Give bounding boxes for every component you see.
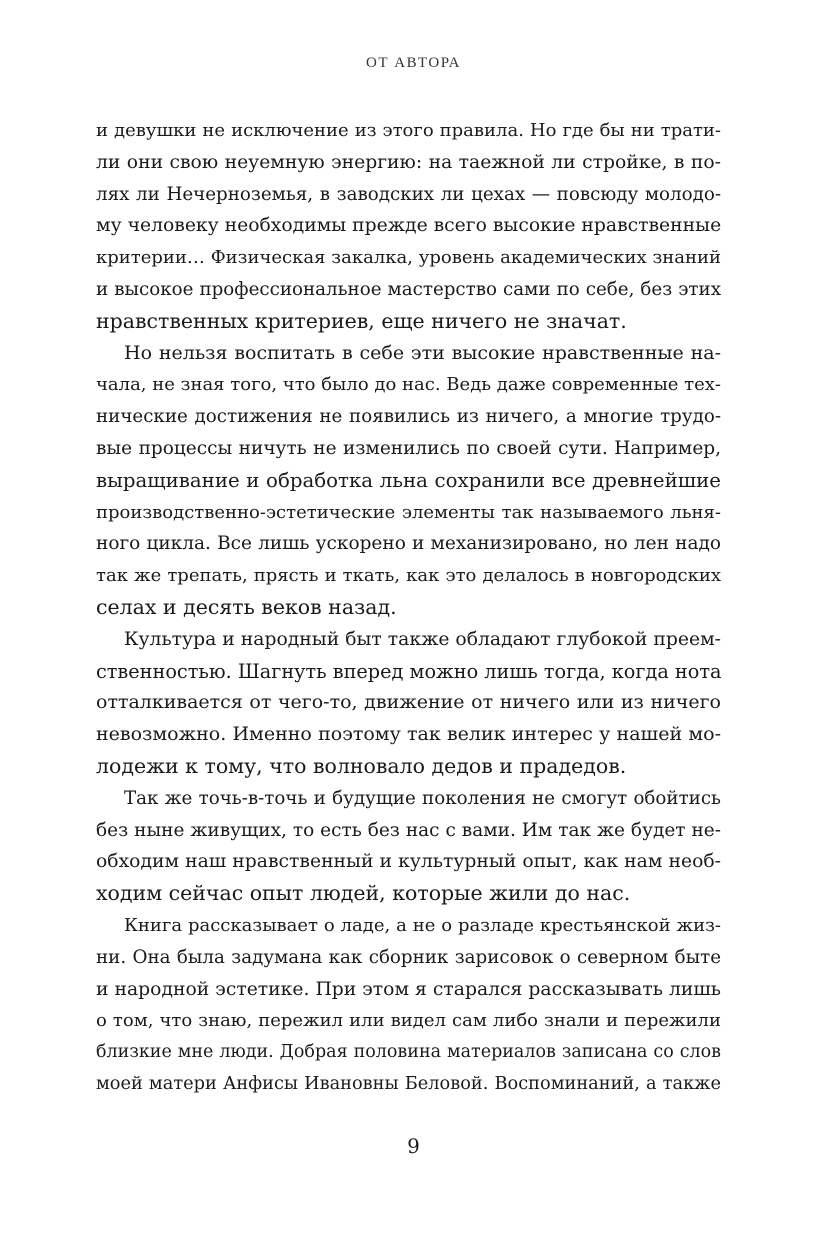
text-line: Но нельзя воспитать в себе эти высокие нравственные на- [124,341,721,364]
text-line: критерии… Физическая закалка, уровень академических знаний [96,247,721,269]
text-line: вые процессы ничуть не изменились по своей сути. Например, [96,437,721,459]
text-line: отталкивается от чего-то, движение от ничего или из ничего [96,691,721,714]
text-line: Культура и народный быт также обладают глубокой преем- [124,628,721,650]
text-line: так же трепать, прясть и ткать, как это делалось в новгородских [96,565,721,587]
text-line: без ныне живущих, то есть без нас с вами. Им так же будет не- [96,819,721,841]
text-line: выращивание и обработка льна сохранили все древнейшие [96,468,721,492]
text-line: чала, не зная того, что было до нас. Ведь даже современные тех- [96,374,721,396]
text-line: и высокое профессиональное мастерство сами по себе, без этих [96,278,721,300]
text-line: ли они свою неуемную энергию: на таежной ли стройке, в по- [96,151,721,173]
page-number: 9 [407,1134,420,1158]
text-line: близкие мне люди. Добрая половина материалов записана со слов [96,1042,721,1063]
text-line: ни. Она была задумана как сборник зарисовок о северном быте [96,946,721,968]
text-line: лодежи к тому, что волновало дедов и прадедов. [96,753,627,778]
text-line: производственно-эстетические элементы так называемого льня- [96,501,721,523]
text-line: моей матери Анфисы Ивановны Беловой. Воспоминаний, а также [96,1073,721,1094]
running-head: ОТ АВТОРА [366,55,461,71]
text-line: Так же точь-в-точь и будущие поколения не смогут обойтись [124,787,721,809]
text-line: му человеку необходимы прежде всего высокие нравственные [96,215,721,237]
text-line: Книга рассказывает о ладе, а не о разладе крестьянской жиз- [124,914,721,936]
text-line: лях ли Нечерноземья, в заводских ли цехах — повсюду молодо- [96,183,721,205]
text-line: невозможно. Именно поэтому так велик интерес у нашей мо- [96,723,721,746]
body-text [96,115,721,1101]
text-line: нические достижения не появились из ничего, а многие трудо- [96,406,721,428]
text-line: и девушки не исключение из этого правила. Но где бы ни трати- [96,120,721,141]
text-line: ходим сейчас опыт людей, которые жили до нас. [96,881,631,906]
text-line: о том, что знаю, пережил или видел сам либо знали и пережили [96,1010,721,1032]
text-line: ственностью. Шагнуть вперед можно лишь тогда, когда нота [96,659,721,683]
text-line: обходим наш нравственный и культурный опыт, как нам необ- [96,851,721,873]
text-line: селах и десять веков назад. [96,594,397,619]
text-line: и народной эстетике. При этом я старался рассказывать лишь [96,978,721,1000]
text-line: нравственных критериев, еще ничего не значат. [96,308,627,333]
text-line: ного цикла. Все лишь ускорено и механизировано, но лен надо [96,533,721,555]
